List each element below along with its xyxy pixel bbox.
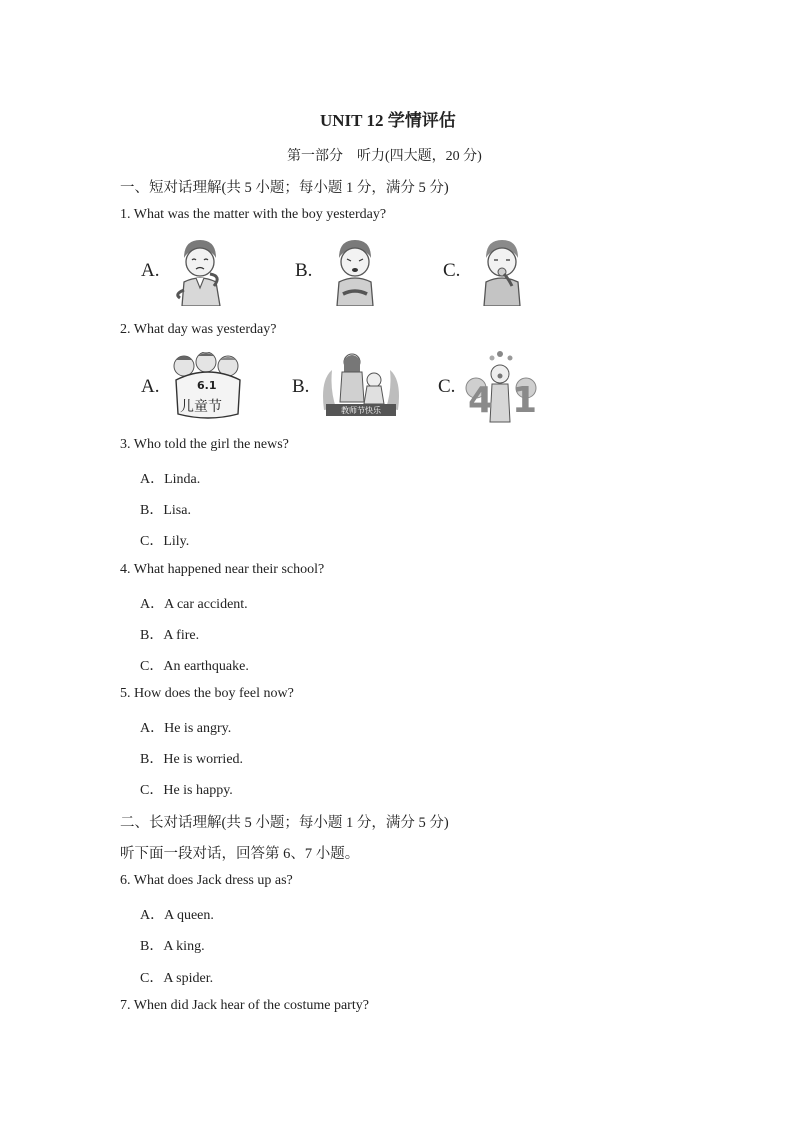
q1-option-b-label: B. — [295, 260, 313, 281]
q3-option-c: C．Lily. — [140, 534, 190, 549]
q2-option-a-label: A. — [141, 376, 160, 397]
question-4: 4. What happened near their school? — [120, 562, 325, 577]
q4-option-a: A．A car accident. — [140, 597, 248, 612]
boy-sore-throat-icon — [170, 236, 230, 306]
q1-option-c-label: C. — [443, 260, 461, 281]
q2-option-b-label: B. — [292, 376, 310, 397]
q4-option-b: B．A fire. — [140, 628, 200, 643]
question-7: 7. When did Jack hear of the costume party? — [120, 998, 369, 1013]
april-fools-picture — [462, 348, 538, 424]
boy-cough-icon — [472, 236, 532, 306]
section1-heading: 一、短对话理解(共 5 小题；每小题 1 分，满分 5 分) — [120, 180, 449, 196]
question-1: 1. What was the matter with the boy yesterday? — [120, 207, 387, 222]
q5-option-b: B．He is worried. — [140, 752, 244, 767]
q1-option-a-label: A. — [141, 260, 160, 281]
page-title: UNIT 12 学情评估 — [320, 111, 456, 130]
q3-option-b: B．Lisa. — [140, 503, 191, 518]
part-heading: 第一部分 听力(四大题，20 分) — [287, 149, 482, 164]
question-5: 5. How does the boy feel now? — [120, 686, 294, 701]
q6-option-c: C．A spider. — [140, 971, 214, 986]
section2-instruction: 听下面一段对话，回答第 6、7 小题。 — [120, 846, 360, 862]
section2-heading: 二、长对话理解(共 5 小题；每小题 1 分，满分 5 分) — [120, 815, 449, 831]
childrens-day-picture — [170, 352, 246, 420]
question-6: 6. What does Jack dress up as? — [120, 873, 293, 888]
question-2: 2. What day was yesterday? — [120, 322, 277, 337]
question-3: 3. Who told the girl the news? — [120, 437, 289, 452]
teachers-day-picture — [318, 350, 404, 420]
q6-option-b: B．A king. — [140, 939, 205, 954]
q4-option-c: C．An earthquake. — [140, 659, 249, 674]
q6-option-a: A．A queen. — [140, 908, 214, 923]
april-fools-digit-1: 1 — [512, 380, 538, 421]
q5-option-c: C．He is happy. — [140, 783, 233, 798]
q3-option-a: A．Linda. — [140, 472, 201, 487]
q5-option-a: A．He is angry. — [140, 721, 232, 736]
boy-stomachache-icon — [325, 236, 385, 306]
childrens-day-date: 6.1 — [197, 379, 217, 392]
q2-option-c-label: C. — [438, 376, 456, 397]
teachers-day-label: 教师节快乐 — [341, 406, 381, 415]
april-fools-digit-4: 4 — [468, 380, 494, 421]
childrens-day-label: 儿童节 — [180, 399, 222, 415]
